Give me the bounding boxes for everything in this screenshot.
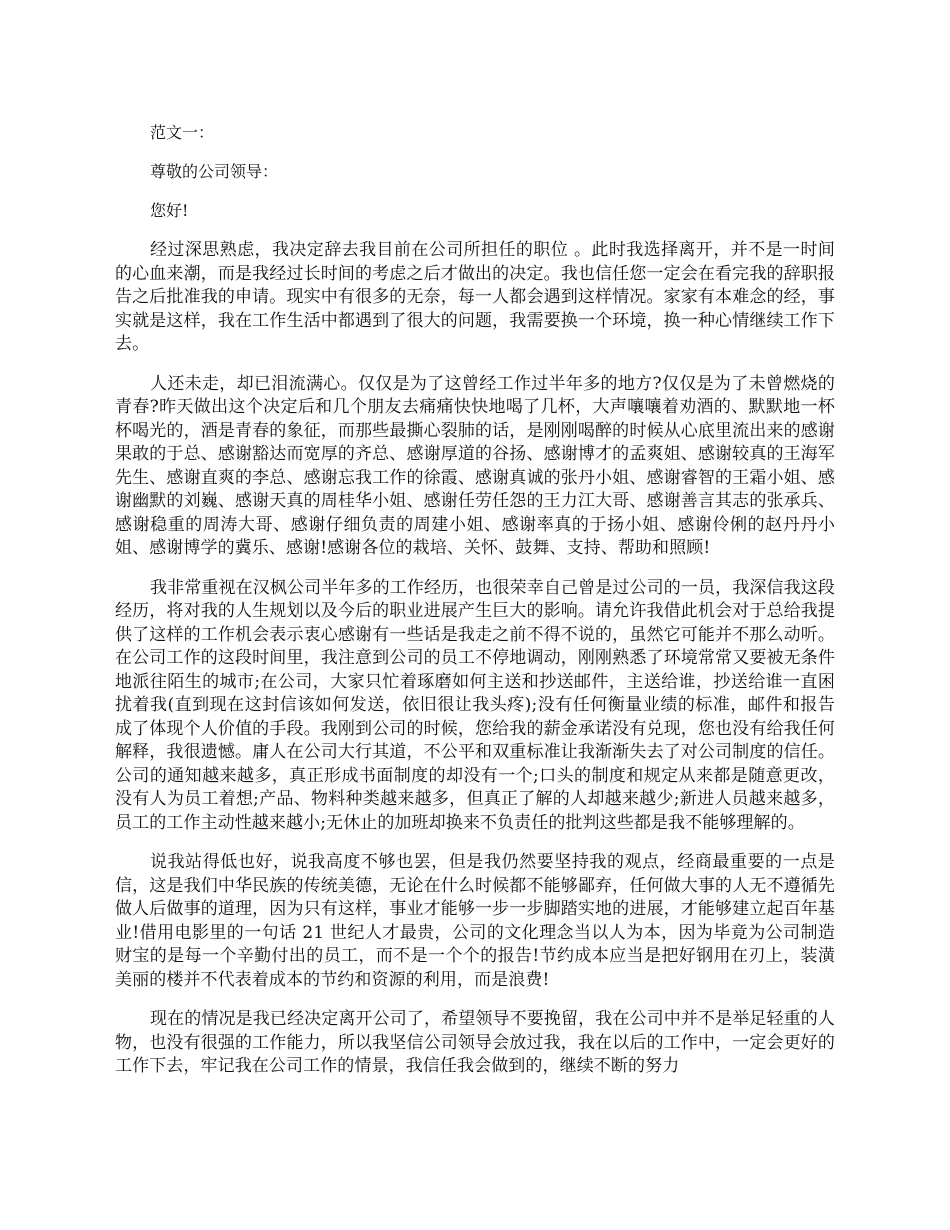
greeting: 您好! [150, 201, 189, 220]
paragraph-3: 我非常重视在汉枫公司半年多的工作经历，也很荣幸自己曾是过公司的一员，我深信我这段经历，将对我的人生规划以及今后的职业进展产生巨大的影响。请允许我借此机会对于总给我提供了这样的工作机会表示衷心感谢有一些话是我走之前不得不说的，虽然它可能并不那么动听。在公司工作的这段时间里，我注意到公司的员工不停地调动，刚刚熟悉了环境常常又要被无条件地派往陌生的城市;在公司，大家只忙着琢磨如何主送和抄送邮件，主送给谁，抄送给谁一直困扰着我(直到现在这封信该如何发送，依旧很让我头疼);没有任何衡量业绩的标准，邮件和报告成了体现个人价值的手段。我刚到公司的时候，您给我的薪金承诺没有兑现，您也没有给我任何解释，我很遗憾。庸人在公司大行其道，不公平和双重标准让我渐渐失去了对公司制度的信任。公司的通知越来越多，真正形成书面制度的却没有一个;口头的制度和规定从来都是随意更改，没有人为员工着想;产品、物料种类越来越多，但真正了解的人却越来越少;新进人员越来越多，员工的工作主动性越来越小;无休止的加班却换来不负责任的批判这些都是我不能够理解的。 [115, 577, 835, 833]
salutation: 尊敬的公司领导： [150, 162, 279, 181]
document-heading: 范文一： [150, 123, 215, 142]
paragraph-1: 经过深思熟虑，我决定辞去我目前在公司所担任的职位 。此时我选择离开，并不是一时间的心血来潮，而是我经过长时间的考虑之后才做出的决定。我也信任您一定会在看完我的辞职报告之后批准我的申请。现实中有很多的无奈，每一人都会遇到这样情况。家家有本难念的经，事实就是这样，我在工作生活中都遇到了很大的问题，我需要换一个环境，换一种心情继续工作下去。 [115, 240, 835, 354]
paragraph-5: 现在的情况是我已经决定离开公司了，希望领导不要挽留，我在公司中并不是举足轻重的人物，也没有很强的工作能力，所以我坚信公司领导会放过我，我在以后的工作中，一定会更好的工作下去，牢记我在公司工作的情景，我信任我会做到的，继续不断的努力 [115, 1009, 835, 1076]
paragraph-4: 说我站得低也好，说我高度不够也罢，但是我仍然要坚持我的观点，经商最重要的一点是信，这是我们中华民族的传统美德，无论在什么时候都不能够鄙弃，任何做大事的人无不遵循先做人后做事的道理，因为只有这样，事业才能够一步一步脚踏实地的进展，才能够建立起百年基业!借用电影里的一句话 21 世纪人才最贵，公司的文化理念当以人为本，因为毕竟为公司制造财宝的是每一个辛勤付出的员工，而不是一个个的报告!节约成本应当是把好钢用在刃上，装潢美丽的楼并不代表着成本的节约和资源的利用，而是浪费! [115, 852, 835, 990]
paragraph-2: 人还未走，却已泪流满心。仅仅是为了这曾经工作过半年多的地方?仅仅是为了未曾燃烧的青春?昨天做出这个决定后和几个朋友去痛痛快快地喝了几杯，大声嚷嚷着劝酒的、默默地一杯杯喝光的，酒是青春的象征，而那些最撕心裂肺的话，是刚刚喝醉的时候从心底里流出来的感谢果敢的于总、感谢豁达而宽厚的齐总、感谢厚道的谷扬、感谢博才的孟爽姐、感谢较真的王海军先生、感谢直爽的李总、感谢忘我工作的徐霞、感谢真诚的张丹小姐、感谢睿智的王霜小姐、感谢幽默的刘巍、感谢天真的周桂华小姐、感谢任劳任怨的王力江大哥、感谢善言其志的张承兵、感谢稳重的周涛大哥、感谢仔细负责的周建小姐、感谢率真的于扬小姐、感谢伶俐的赵丹丹小姐、感谢博学的冀乐、感谢!感谢各位的栽培、关怀、鼓舞、支持、帮助和照顾! [115, 373, 835, 558]
